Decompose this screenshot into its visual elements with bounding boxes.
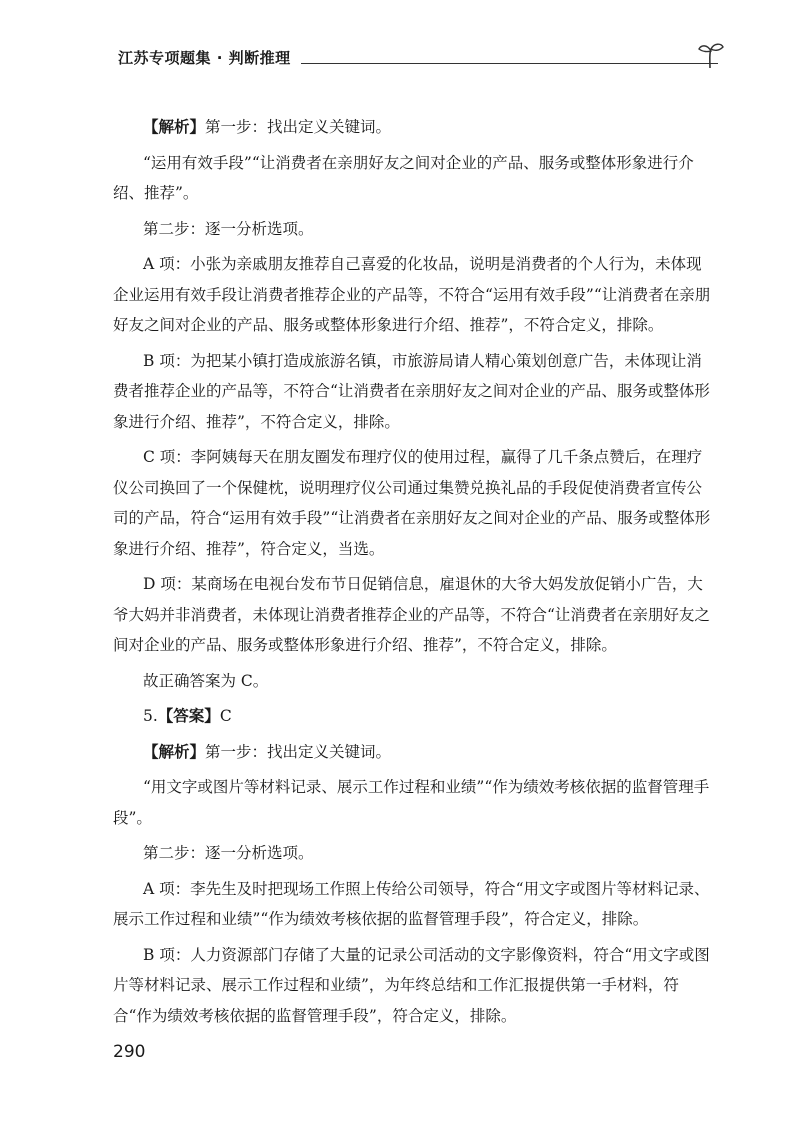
answer-tag: 【答案】: [157, 706, 220, 725]
paragraph: 第二步：逐一分析选项。: [143, 219, 314, 238]
header-rule: [301, 63, 718, 64]
paragraph: 【解析】第一步：找出定义关键词。: [143, 741, 392, 761]
analysis-tag: 【解析】: [143, 117, 206, 136]
running-header: [118, 46, 718, 70]
paragraph: “运用有效手段”“让消费者在亲朋好友之间对企业的产品、服务或整体形象进行介绍、推荐”。: [113, 153, 694, 202]
page-number: 290: [113, 1042, 146, 1062]
explanation-body: [113, 112, 713, 1036]
header-title: 江苏专项题集 · 判断推理: [118, 49, 291, 67]
option-b-analysis: B 项：人力资源部门存储了大量的记录公司活动的文字影像资料，符合“用文字或图片等材料记录、展示工作过程和业绩”，为年终总结和工作汇报提供第一手材料，符合“作为绩效考核依据的监督管理手段”，符合定义，排除。: [113, 945, 710, 1025]
paragraph: 第二步：逐一分析选项。: [143, 844, 314, 862]
answer-line: [113, 701, 713, 732]
sprout-icon: [696, 40, 726, 70]
option-a-analysis: A 项：小张为亲戚朋友推荐自己喜爱的化妆品，说明是消费者的个人行为，未体现企业运用有效手段让消费者推荐企业的产品等，不符合“运用有效手段”“让消费者在亲朋好友之间对企业的产品、服务或整体形象进行介绍、推荐”，不符合定义，排除。: [113, 255, 711, 334]
option-b-analysis: B 项：为把某小镇打造成旅游名镇，市旅游局请人精心策划创意广告，未体现让消费者推荐企业的产品等，不符合“让消费者在亲朋好友之间对企业的产品、服务或整体形象进行介绍、推荐”，不符合定义，排除。: [113, 351, 710, 431]
paragraph: 【解析】第一步：找出定义关键词。: [143, 117, 392, 136]
option-d-analysis: D 项：某商场在电视台发布节日促销信息，雇退休的大爷大妈发放促销小广告，大爷大妈并非消费者，未体现让消费者推荐企业的产品等，不符合“让消费者在亲朋好友之间对企业的产品、服务或整体形象进行介绍、推荐”，不符合定义，排除。: [113, 575, 710, 654]
analysis-tag: 【解析】: [143, 741, 206, 761]
conclusion: 故正确答案为 C。: [143, 671, 269, 690]
paragraph: “用文字或图片等材料记录、展示工作过程和业绩”“作为绩效考核依据的监督管理手段”。: [113, 778, 710, 827]
option-c-analysis: C 项：李阿姨每天在朋友圈发布理疗仪的使用过程，赢得了几千条点赞后，在理疗仪公司换回了一个保健枕，说明理疗仪公司通过集赞兑换礼品的手段促使消费者宣传公司的产品，符合“运用有效手段”“让消费者在亲朋好友之间对企业的产品、服务或整体形象进行介绍、推荐”，符合定义，当选。: [113, 448, 711, 558]
answer-value: C: [219, 707, 232, 725]
question-number: 5.: [143, 707, 158, 725]
option-a-analysis: A 项：李先生及时把现场工作照上传给公司领导，符合“用文字或图片等材料记录、展示工作过程和业绩”“作为绩效考核依据的监督管理手段”，符合定义，排除。: [113, 879, 710, 928]
